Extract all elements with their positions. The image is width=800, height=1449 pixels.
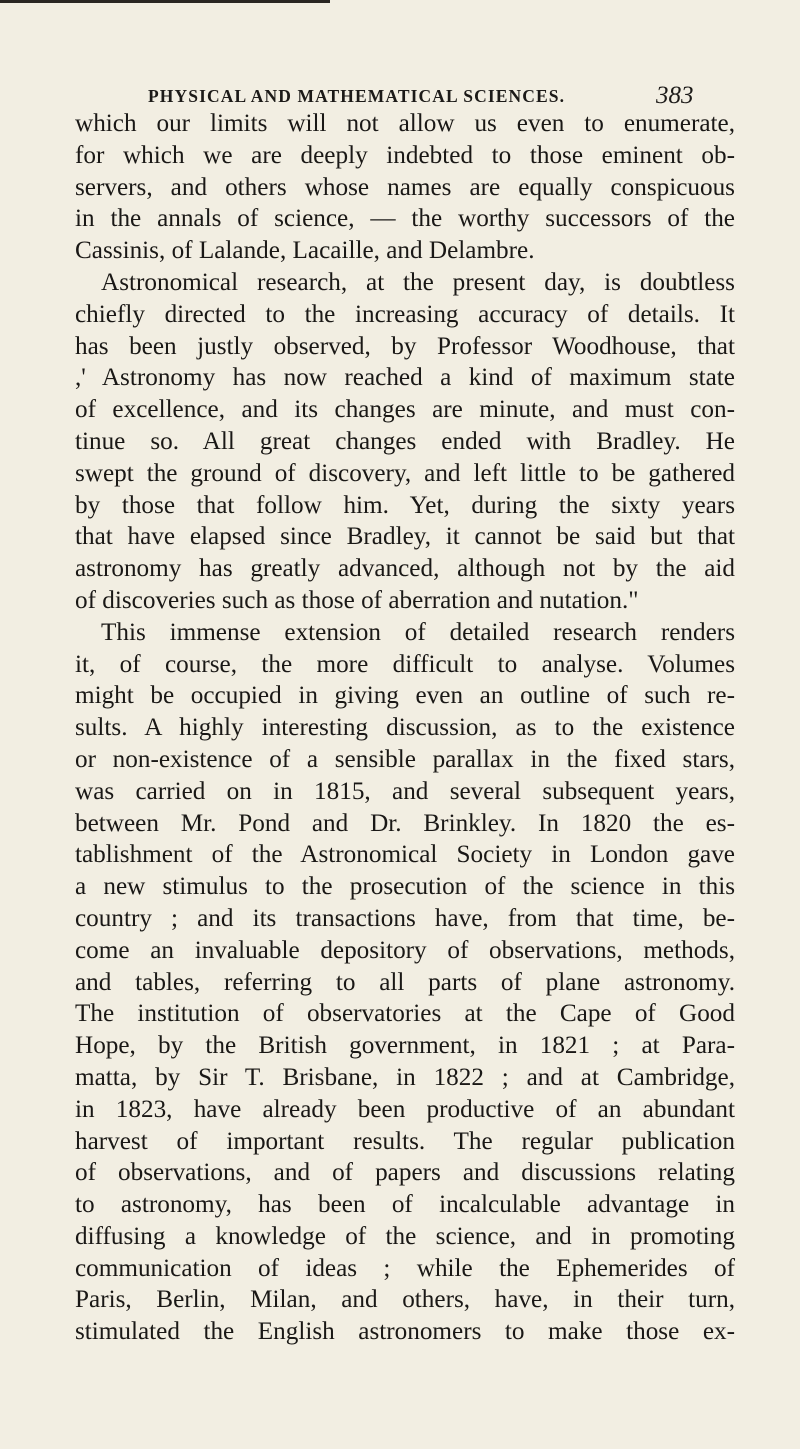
paragraph-start-line: Astronomical research, at the present day, is doubtless xyxy=(101,268,735,296)
running-head-title: PHYSICAL AND MATHEMATICAL SCIENCES. xyxy=(148,86,566,106)
text-line: between Mr. Pond and Dr. Brinkley. In 1820 the es- xyxy=(75,809,735,837)
page-number: 383 xyxy=(656,82,694,109)
text-line: in the annals of science, — the worthy successors of the xyxy=(75,205,735,233)
paragraph-start-line: This immense extension of detailed research renders xyxy=(101,618,735,646)
text-line: country ; and its transactions have, from that time, be- xyxy=(75,904,735,932)
text-line: might be occupied in giving even an outline of such re- xyxy=(75,682,735,710)
text-line: a new stimulus to the prosecution of the science in this xyxy=(75,873,735,901)
text-line: or non-existence of a sensible parallax in the fixed stars, xyxy=(75,745,735,773)
text-line: swept the ground of discovery, and left little to be gathered xyxy=(75,459,735,487)
text-line: and tables, referring to all parts of plane astronomy. xyxy=(75,968,735,996)
text-line: of discoveries such as those of aberration and nutation." xyxy=(75,586,639,614)
text-line: has been justly observed, by Professor Woodhouse, that xyxy=(75,332,735,360)
text-line: The institution of observatories at the Cape of Good xyxy=(75,1000,735,1028)
text-line: Hope, by the British government, in 1821 ; at Para- xyxy=(75,1032,735,1060)
text-line: by those that follow him. Yet, during the sixty years xyxy=(75,491,735,519)
text-line: which our limits will not allow us even to enumerate, xyxy=(75,110,735,137)
text-line: diffusing a knowledge of the science, and in promoting xyxy=(75,1222,735,1250)
text-line: come an invaluable depository of observations, methods, xyxy=(75,936,735,964)
text-line: servers, and others whose names are equally conspicuous xyxy=(75,173,735,201)
text-line: matta, by Sir T. Brisbane, in 1822 ; and at Cambridge, xyxy=(75,1063,735,1091)
text-line: that have elapsed since Bradley, it cannot be said but that xyxy=(75,523,735,551)
top-edge-rule xyxy=(0,0,330,3)
text-line: of observations, and of papers and discussions relating xyxy=(75,1159,735,1187)
text-line: chiefly directed to the increasing accuracy of details. It xyxy=(75,300,735,328)
text-line: it, of course, the more difficult to analyse. Volumes xyxy=(75,650,735,678)
text-line: harvest of important results. The regular publication xyxy=(75,1127,735,1155)
text-line: to astronomy, has been of incalculable advantage in xyxy=(75,1191,735,1219)
text-line: was carried on in 1815, and several subsequent years, xyxy=(75,777,735,805)
text-line: stimulated the English astronomers to make those ex- xyxy=(75,1318,735,1346)
text-line: for which we are deeply indebted to those eminent ob- xyxy=(75,141,735,169)
body-text xyxy=(75,108,735,1348)
text-line: Cassinis, of Lalande, Lacaille, and Delambre. xyxy=(75,237,535,265)
text-line: astronomy has greatly advanced, although not by the aid xyxy=(75,555,735,583)
text-line: sults. A highly interesting discussion, as to the existence xyxy=(75,714,735,742)
text-line: tinue so. All great changes ended with Bradley. He xyxy=(75,427,735,455)
text-line: communication of ideas ; while the Ephemerides of xyxy=(75,1254,735,1282)
text-line: tablishment of the Astronomical Society in London gave xyxy=(75,841,735,869)
text-line: of excellence, and its changes are minute, and must con- xyxy=(75,396,735,424)
text-line: ,' Astronomy has now reached a kind of maximum state xyxy=(75,364,735,392)
text-line: Paris, Berlin, Milan, and others, have, in their turn, xyxy=(75,1286,735,1314)
text-line: in 1823, have already been productive of an abundant xyxy=(75,1095,735,1123)
